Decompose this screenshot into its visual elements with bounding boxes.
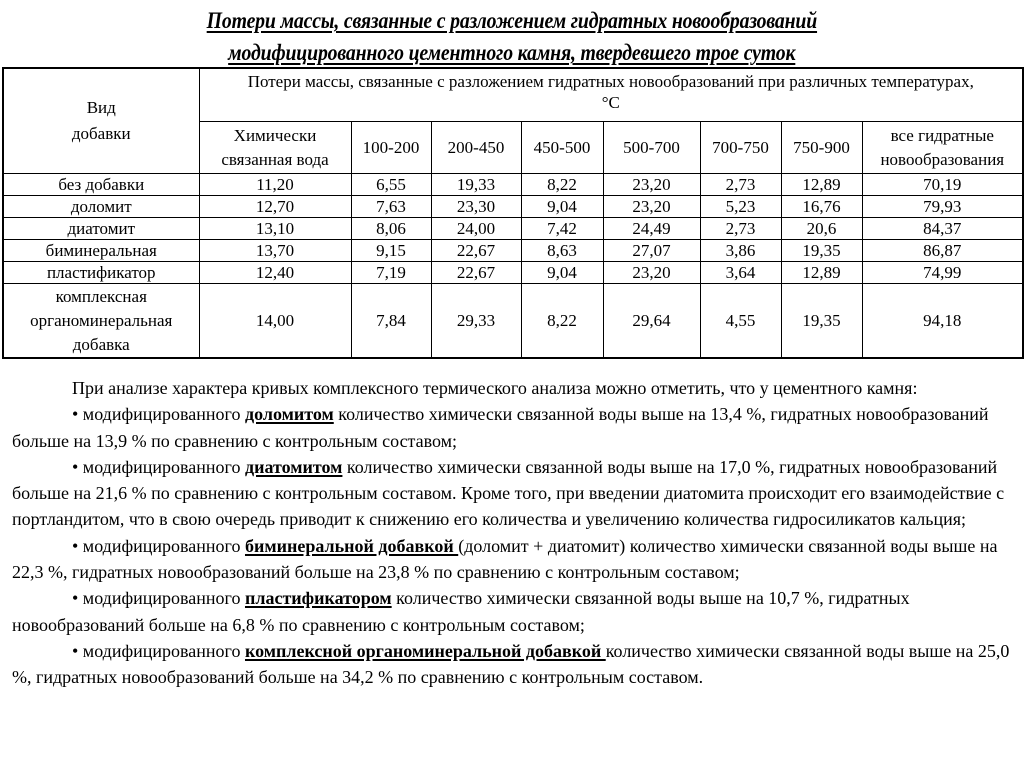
table-cell: 2,73 xyxy=(700,218,781,240)
table-cell: 3,64 xyxy=(700,262,781,284)
table-cell: 79,93 xyxy=(862,196,1023,218)
bullet-highlight: комплексной органоминеральной добавкой xyxy=(244,640,606,661)
header-col-500-700: 500-700 xyxy=(603,122,700,174)
header-col-700-750: 700-750 xyxy=(700,122,781,174)
bullet-prefix: • модифицированного xyxy=(72,535,245,556)
bullet-highlight: доломитом xyxy=(244,404,334,425)
intro-paragraph: При анализе характера кривых комплексного термического анализа можно отметить, что у цементного камня: xyxy=(72,378,918,398)
table-cell: 8,06 xyxy=(351,218,431,240)
table-cell: 12,89 xyxy=(781,174,862,196)
table-cell: 24,00 xyxy=(431,218,521,240)
row-label: без добавки xyxy=(3,174,199,196)
table-cell: 19,33 xyxy=(431,174,521,196)
mass-loss-table xyxy=(2,67,1024,359)
header-group-title: Потери массы, связанные с разложением гидратных новообразований при различных температурах, °С xyxy=(199,68,1023,122)
table-cell: 23,30 xyxy=(431,196,521,218)
header-col-750-900: 750-900 xyxy=(781,122,862,174)
bullet-text: количество химически связанной воды выше на 25,0 %, гидратных новообразований больше на 34,2 % по сравнению с контрольным составом. xyxy=(12,640,1010,688)
table-cell: 12,70 xyxy=(199,196,351,218)
table-cell: 29,33 xyxy=(431,284,521,359)
analysis-text xyxy=(12,375,1017,691)
bullet-highlight: биминеральной добавкой xyxy=(244,535,459,556)
table-cell: 9,04 xyxy=(521,196,603,218)
table-cell: 7,63 xyxy=(351,196,431,218)
bullet-prefix: • модифицированного xyxy=(72,640,245,661)
table-cell: 7,19 xyxy=(351,262,431,284)
table-cell: 6,55 xyxy=(351,174,431,196)
table-row xyxy=(3,284,1023,359)
row-label: биминеральная xyxy=(3,240,199,262)
table-row xyxy=(3,218,1023,240)
bullet-complex-additive xyxy=(12,638,1017,691)
table-cell: 4,55 xyxy=(700,284,781,359)
bullet-highlight: пластификатором xyxy=(244,588,392,609)
bullet-dolomite xyxy=(12,401,1017,454)
table-cell: 22,67 xyxy=(431,262,521,284)
row-label: диатомит xyxy=(3,218,199,240)
title-line-2: модифицированного цементного камня, твердевшего трое суток xyxy=(228,40,796,65)
table-cell: 23,20 xyxy=(603,196,700,218)
header-col-all-hydrates: все гидратные новообразования xyxy=(862,122,1023,174)
table-cell: 22,67 xyxy=(431,240,521,262)
table-row xyxy=(3,240,1023,262)
bullet-text: (доломит + диатомит) количество химически связанной воды выше на 22,3 %, гидратных новообразований больше на 23,8 % по сравнению с контрольным составом; xyxy=(12,535,998,583)
table-cell: 29,64 xyxy=(603,284,700,359)
bullet-bimineral xyxy=(12,533,1017,586)
table-cell: 19,35 xyxy=(781,284,862,359)
table-cell: 7,42 xyxy=(521,218,603,240)
table-cell: 13,70 xyxy=(199,240,351,262)
bullet-text: количество химически связанной воды выше на 17,0 %, гидратных новообразований больше на 21,6 % по сравнению с контрольным составом. Кроме того, при введении диатомита происходит его взаимодействие с портландитом, что в свою очередь приводит к снижению его количества и увеличению количества гидросиликатов кальция; xyxy=(12,456,1005,530)
bullet-prefix: • модифицированного xyxy=(72,456,245,477)
row-label: доломит xyxy=(3,196,199,218)
header-col-chem-water: Химически связанная вода xyxy=(199,122,351,174)
table-cell: 23,20 xyxy=(603,174,700,196)
header-col-100-200: 100-200 xyxy=(351,122,431,174)
bullet-prefix: • модифицированного xyxy=(72,404,245,425)
table-cell: 8,63 xyxy=(521,240,603,262)
table-row xyxy=(3,196,1023,218)
table-cell: 12,89 xyxy=(781,262,862,284)
table-cell: 27,07 xyxy=(603,240,700,262)
table-cell: 13,10 xyxy=(199,218,351,240)
bullet-prefix: • модифицированного xyxy=(72,588,245,609)
table-cell: 5,23 xyxy=(700,196,781,218)
header-additive-type: Вид добавки xyxy=(3,68,199,174)
table-cell: 74,99 xyxy=(862,262,1023,284)
table-cell: 2,73 xyxy=(700,174,781,196)
table-row xyxy=(3,174,1023,196)
table-cell: 14,00 xyxy=(199,284,351,359)
table-cell: 11,20 xyxy=(199,174,351,196)
bullet-diatomite xyxy=(12,454,1017,533)
table-cell: 70,19 xyxy=(862,174,1023,196)
title-line-1: Потери массы, связанные с разложением гидратных новообразований xyxy=(206,8,818,33)
table-cell: 8,22 xyxy=(521,174,603,196)
table-cell: 8,22 xyxy=(521,284,603,359)
table-cell: 16,76 xyxy=(781,196,862,218)
table-cell: 20,6 xyxy=(781,218,862,240)
table-cell: 12,40 xyxy=(199,262,351,284)
table-cell: 9,04 xyxy=(521,262,603,284)
table-cell: 19,35 xyxy=(781,240,862,262)
table-cell: 23,20 xyxy=(603,262,700,284)
bullet-plasticizer xyxy=(12,585,1017,638)
row-label: комплексная органоминеральная добавка xyxy=(3,284,199,359)
row-label: пластификатор xyxy=(3,262,199,284)
table-cell: 3,86 xyxy=(700,240,781,262)
bullet-text: количество химически связанной воды выше на 13,4 %, гидратных новообразований больше на 13,9 % по сравнению с контрольным составом; xyxy=(12,404,989,451)
header-col-450-500: 450-500 xyxy=(521,122,603,174)
table-cell: 24,49 xyxy=(603,218,700,240)
table-cell: 84,37 xyxy=(862,218,1023,240)
header-col-200-450: 200-450 xyxy=(431,122,521,174)
table-cell: 9,15 xyxy=(351,240,431,262)
table-row xyxy=(3,262,1023,284)
bullet-highlight: диатомитом xyxy=(244,456,343,477)
bullet-text: количество химически связанной воды выше на 10,7 %, гидратных новообразований больше на 6,8 % по сравнению с контрольным составом; xyxy=(12,588,910,635)
table-cell: 94,18 xyxy=(862,284,1023,359)
table-cell: 7,84 xyxy=(351,284,431,359)
table-cell: 86,87 xyxy=(862,240,1023,262)
